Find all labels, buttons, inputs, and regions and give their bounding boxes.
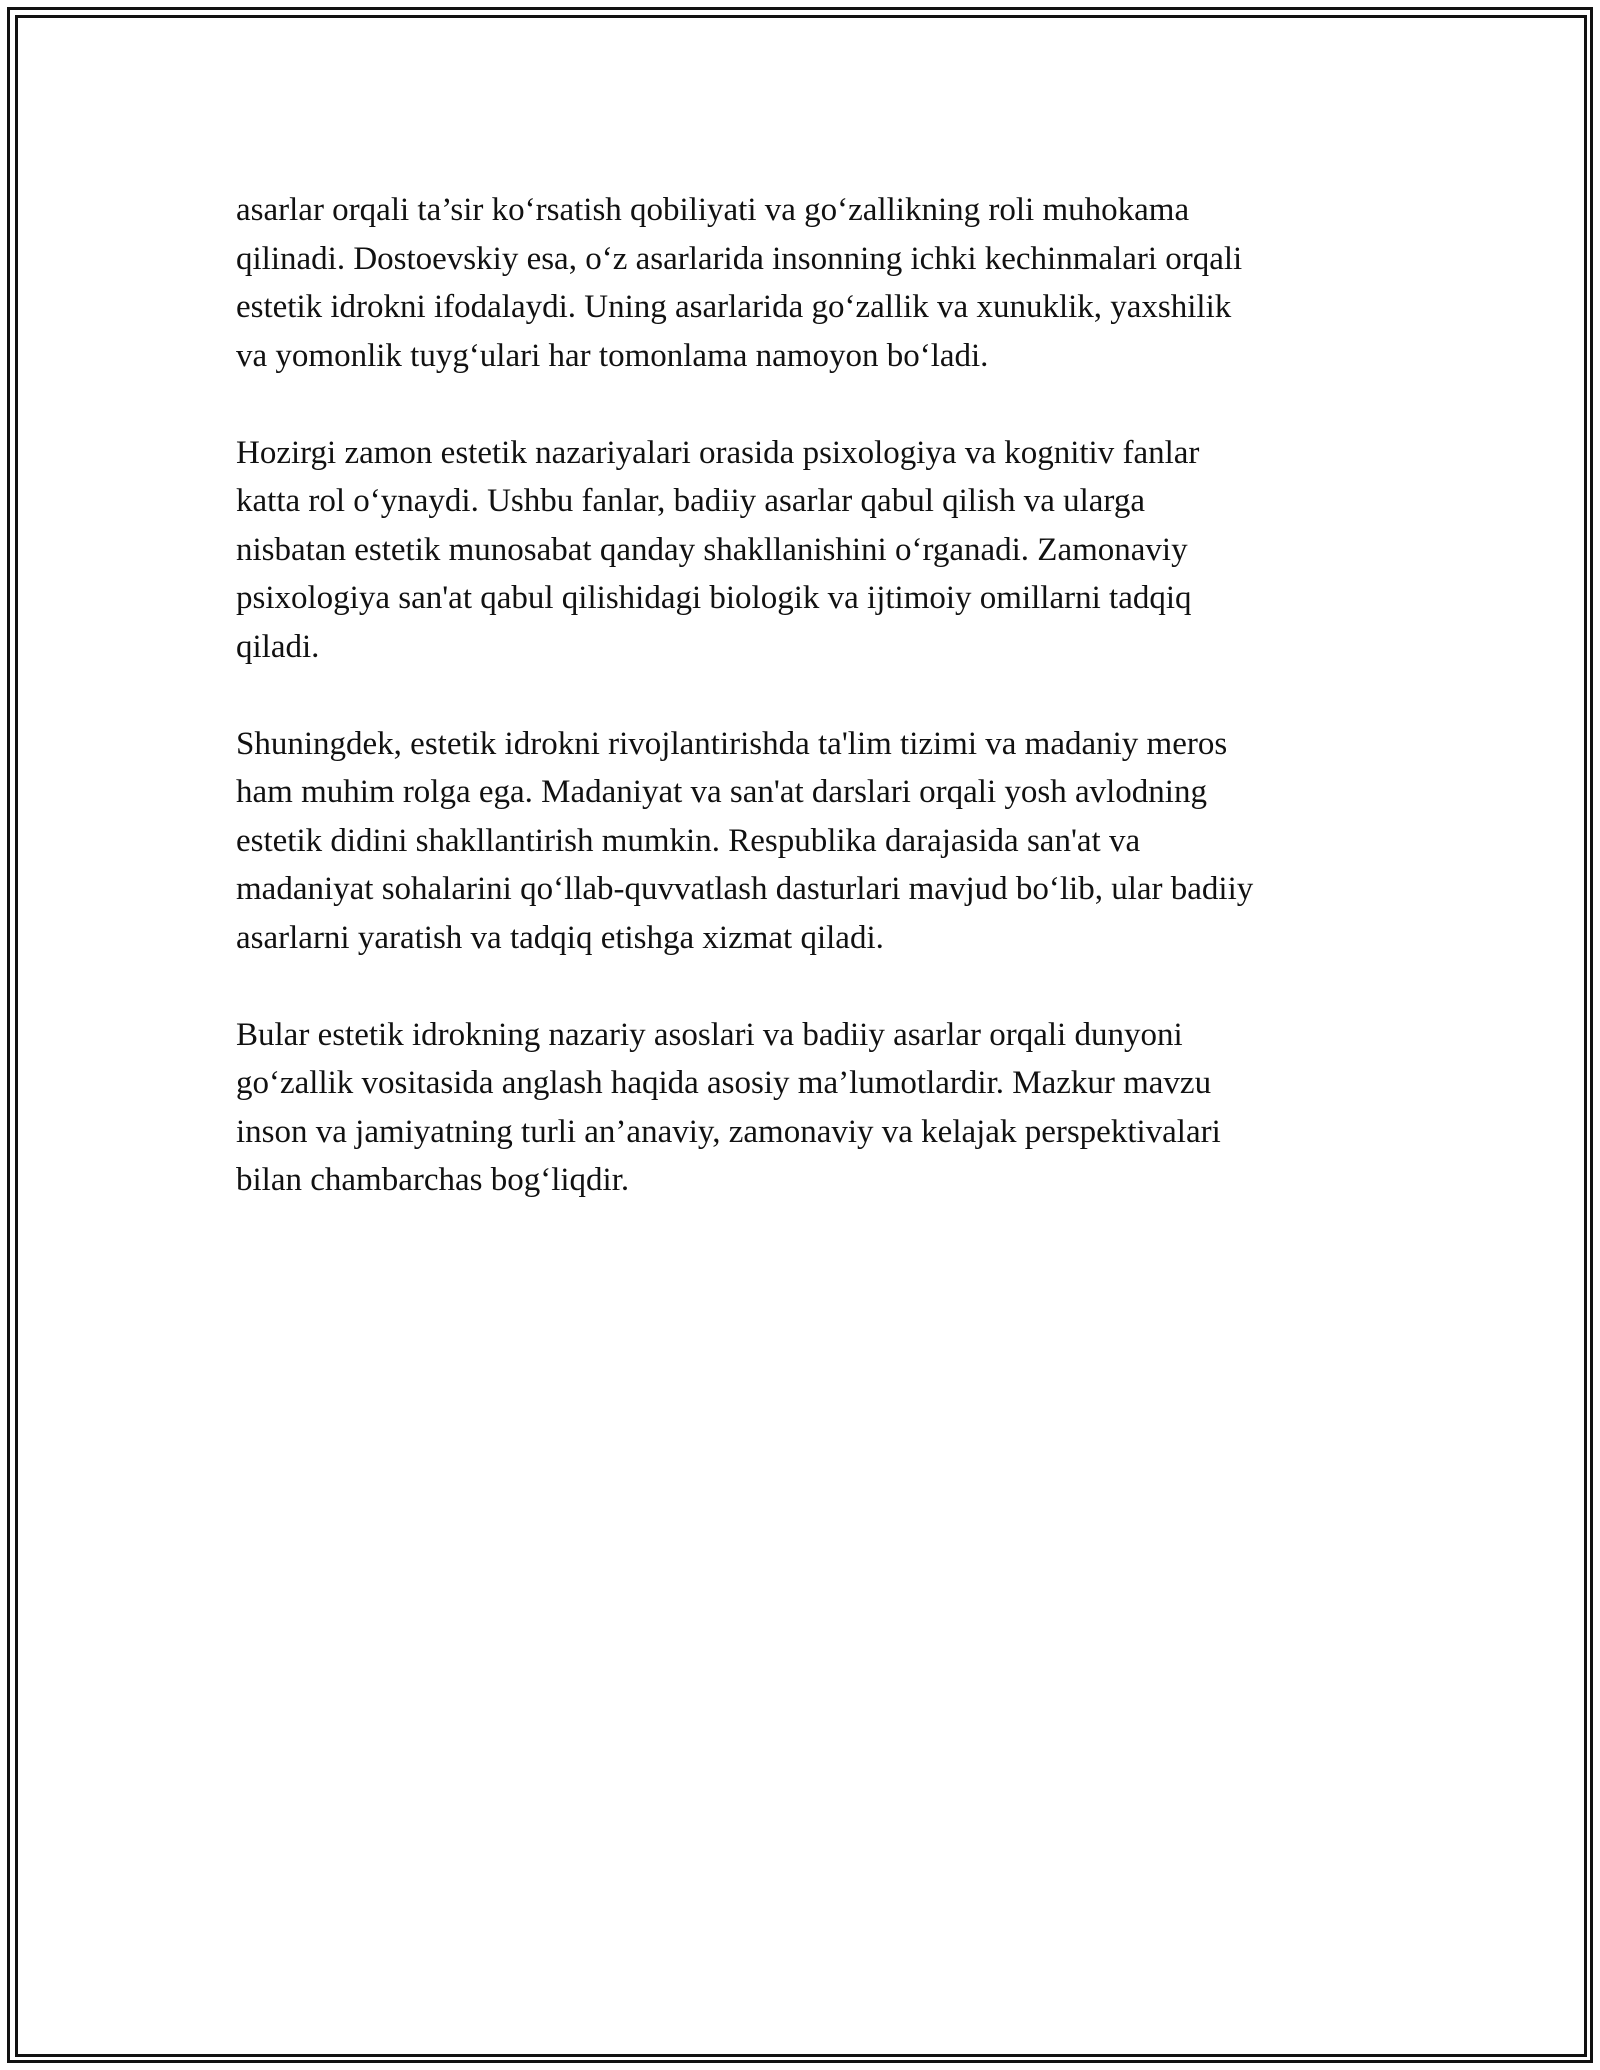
paragraph: Shuningdek, estetik idrokni rivojlantirishda ta'lim tizimi va madaniy meros ham muhim rolga ega. Madaniyat va san'at darslari orqali yosh avlodning estetik didini shakllantirish mumkin. Respublika darajasida san'at va madaniyat sohalarini qo‘llab-quvvatlash dasturlari mavjud bo‘lib, ular badiiy asarlarni yaratish va tadqiq etishga xizmat qiladi. [236,725,1254,956]
paragraph: Hozirgi zamon estetik nazariyalari orasida psixologiya va kognitiv fanlar katta rol o‘ynaydi. Ushbu fanlar, badiiy asarlar qabul qilish va ularga nisbatan estetik munosabat qanday shakllanishini o‘rganadi. Zamonaviy psixologiya san'at qabul qilishidagi biologik va ijtimoiy omillarni tadqiq qiladi. [236,434,1200,665]
document-body [236,186,1381,1253]
paragraph: asarlar orqali ta’sir ko‘rsatish qobiliyati va go‘zallikning roli muhokama qilinadi. Dostoevskiy esa, o‘z asarlarida insonning ichki kechinmalari orqali estetik idrokni ifodalaydi. Uning asarlarida go‘zallik va xunuklik, yaxshilik va yomonlik tuyg‘ulari har tomonlama namoyon bo‘ladi. [236,192,1243,374]
paragraph: Bular estetik idrokning nazariy asoslari va badiiy asarlar orqali dunyoni go‘zallik vositasida anglash haqida asosiy ma’lumotlardir. Mazkur mavzu inson va jamiyatning turli an’anaviy, zamonaviy va kelajak perspektivalari bilan chambarchas bog‘liqdir. [236,1016,1221,1198]
